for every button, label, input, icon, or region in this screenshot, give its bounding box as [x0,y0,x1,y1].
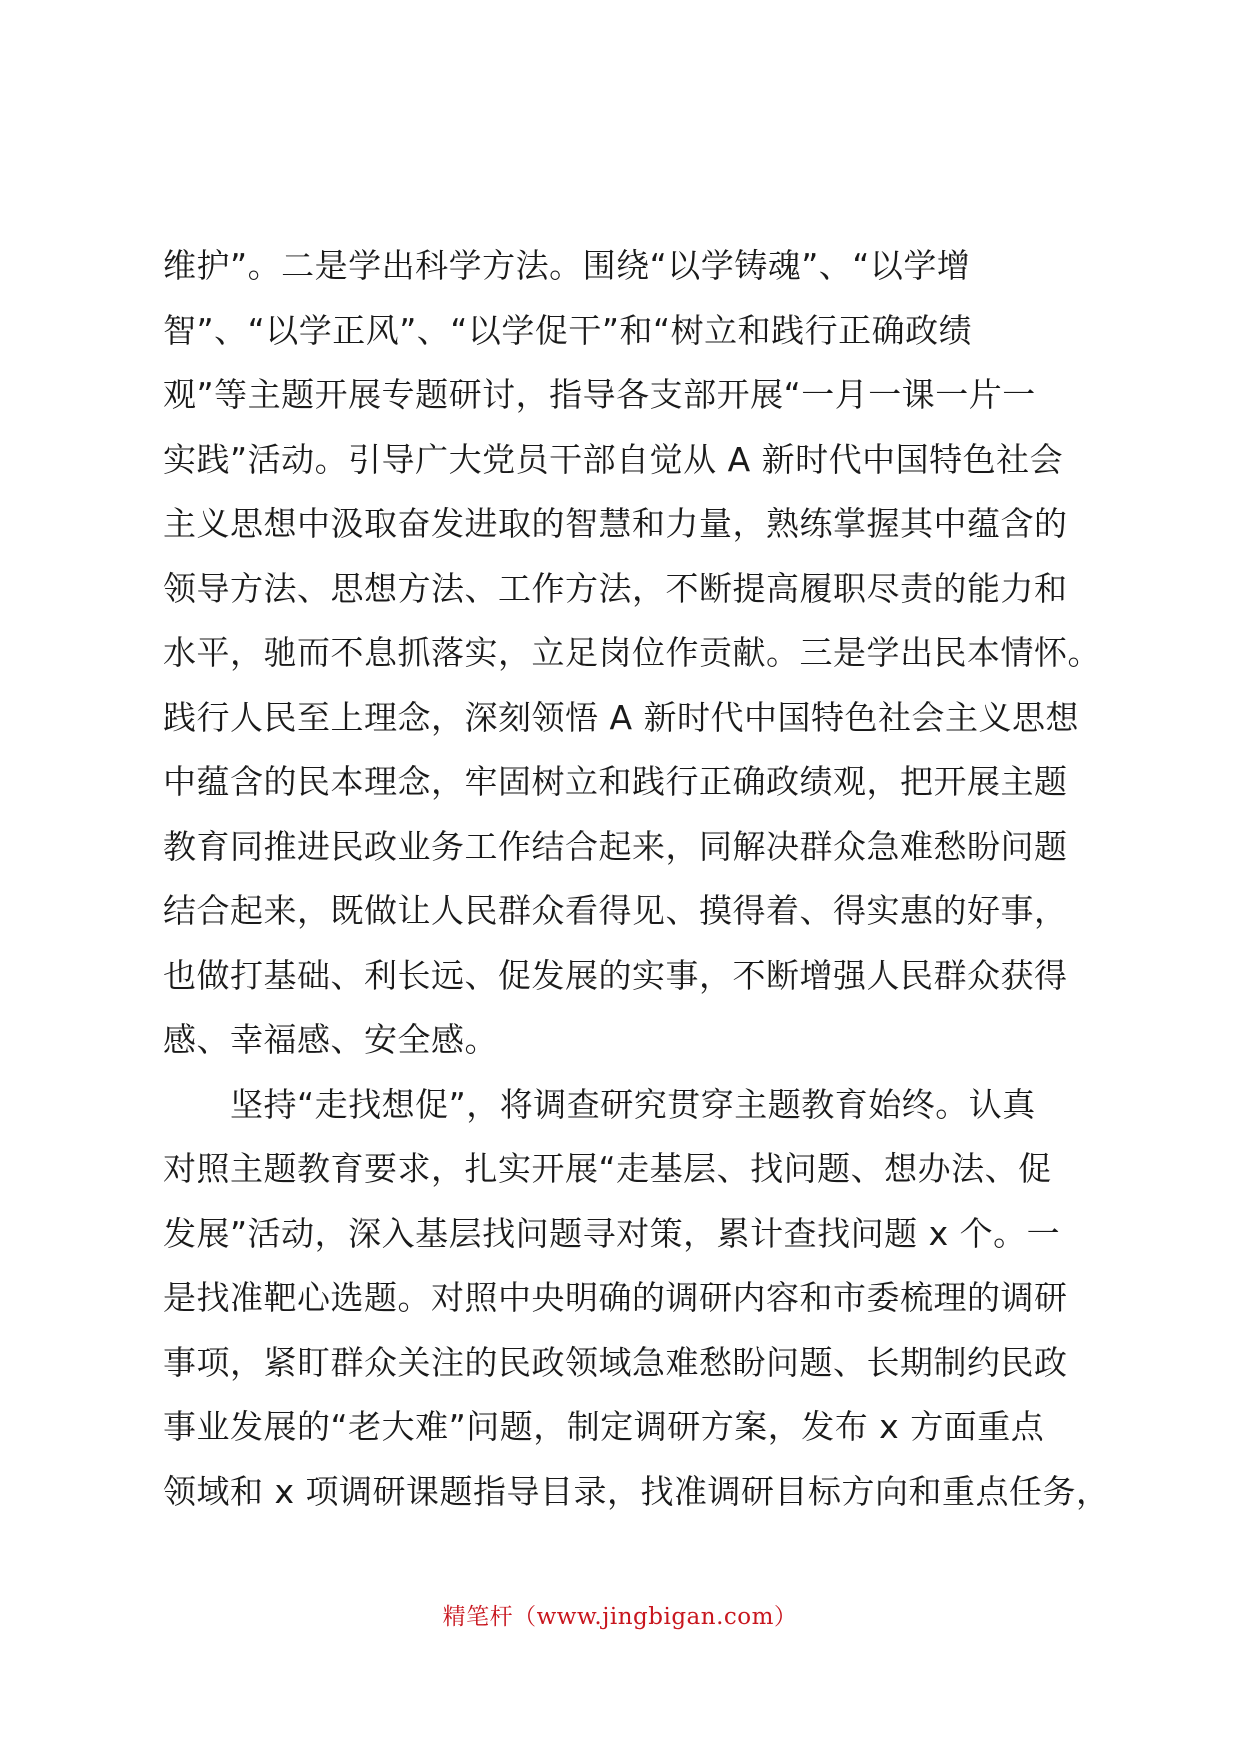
text-line-20: 领域和 x 项调研课题指导目录，找准调研目标方向和重点任务， [163,1471,1110,1511]
text-line-6: 领导方法、思想方法、工作方法，不断提高履职尽责的能力和 [163,568,1068,608]
text-line-4: 实践”活动。引导广大党员干部自觉从 A 新时代中国特色社会 [163,439,1064,479]
text-line-15: 对照主题教育要求，扎实开展“走基层、找问题、想办法、促 [163,1149,1052,1188]
text-line-1: 维护”。二是学出科学方法。围绕“以学铸魂”、“以学增 [163,246,971,285]
text-line-19: 事业发展的“老大难”问题，制定调研方案，发布 x 方面重点 [163,1407,1045,1446]
text-line-18: 事项，紧盯群众关注的民政领域急难愁盼问题、长期制约民政 [163,1342,1068,1382]
text-line-17: 是找准靶心选题。对照中央明确的调研内容和市委梳理的调研 [163,1278,1068,1317]
text-line-16: 发展”活动，深入基层找问题寻对策，累计查找问题 x 个。一 [163,1213,1061,1253]
text-line-7: 水平，驰而不息抓落实，立足岗位作贡献。三是学出民本情怀。 [163,633,1101,672]
text-line-12: 也做打基础、利长远、促发展的实事，不断增强人民群众获得 [163,955,1068,995]
text-line-9: 中蕴含的民本理念，牢固树立和践行正确政绩观，把开展主题 [163,762,1068,801]
footer-watermark: 精笔杆（www.jingbigan.com） [442,1604,798,1630]
text-line-3: 观”等主题开展专题研讨，指导各支部开展“一月一课一片一 [163,375,1036,414]
text-line-11: 结合起来，既做让人民群众看得见、摸得着、得实惠的好事， [163,891,1068,930]
text-line-2: 智”、“以学正风”、“以学促干”和“树立和践行正确政绩 [163,310,973,350]
body-text [163,234,1110,1524]
text-line-10: 教育同推进民政业务工作结合起来，同解决群众急难愁盼问题 [163,826,1068,866]
text-line-8: 践行人民至上理念，深刻领悟 A 新时代中国特色社会主义思想 [163,697,1080,737]
text-line-14: 坚持“走找想促”，将调查研究贯穿主题教育始终。认真 [163,1084,1036,1124]
text-line-13: 感、幸福感、安全感。 [163,1020,498,1059]
text-line-5: 主义思想中汲取奋发进取的智慧和力量，熟练掌握其中蕴含的 [163,504,1068,543]
